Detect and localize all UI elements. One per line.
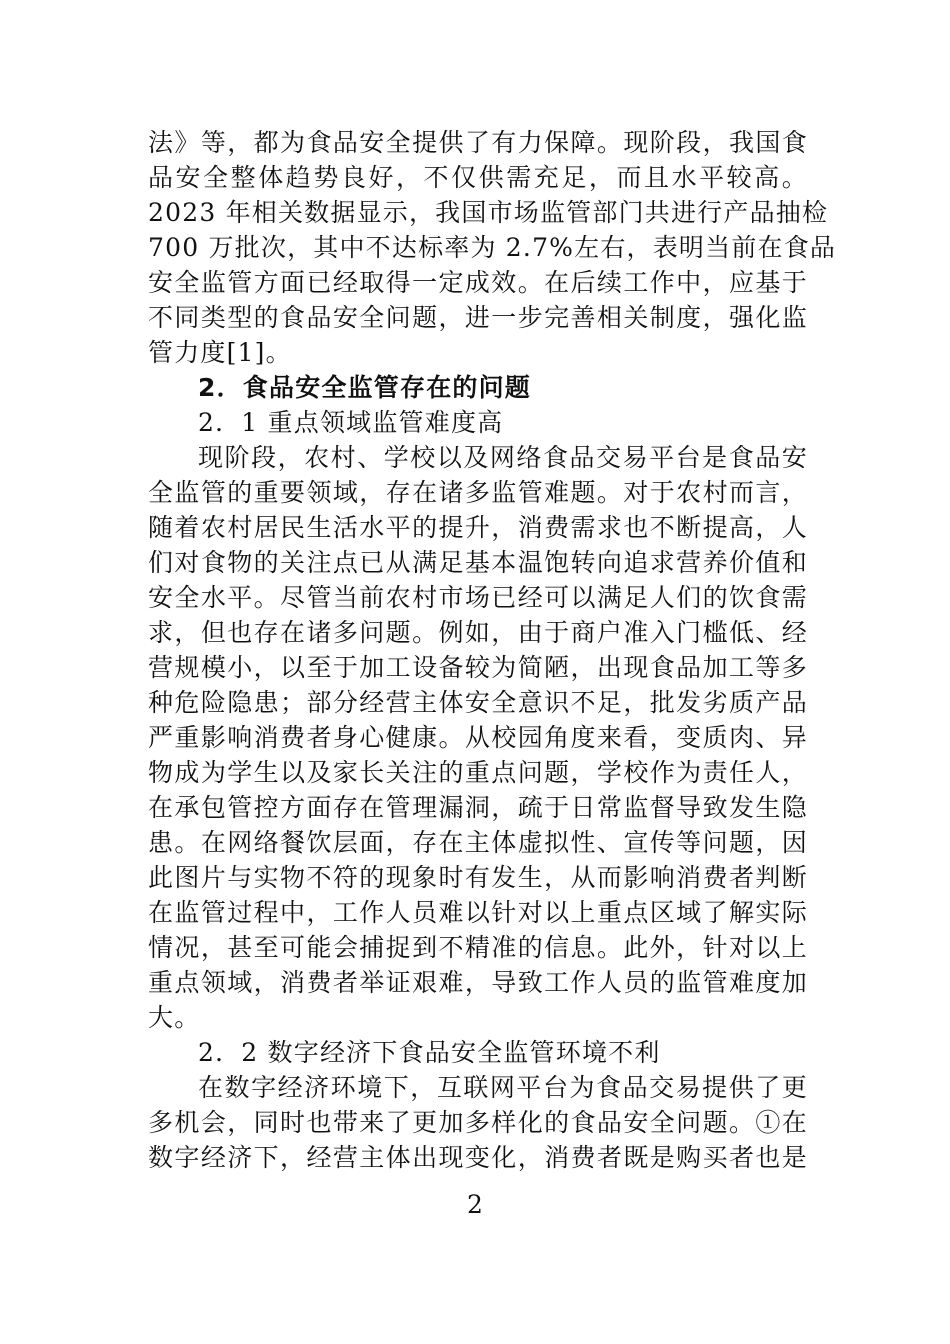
body-line: 大。 bbox=[148, 1003, 201, 1032]
body-line: 在承包管控方面存在管理漏洞，疏于日常监督导致发生隐 bbox=[148, 793, 808, 822]
body-line: 严重影响消费者身心健康。从校园角度来看，变质肉、异 bbox=[148, 723, 808, 752]
body-line: 全监管的重要领域，存在诸多监管难题。对于农村而言， bbox=[148, 478, 808, 507]
body-line: 数字经济下，经营主体出现变化，消费者既是购买者也是 bbox=[148, 1143, 808, 1172]
subsection-heading: 2．1 重点领域监管难度高 bbox=[198, 408, 504, 437]
body-line: 种危险隐患；部分经营主体安全意识不足，批发劣质产品 bbox=[148, 688, 808, 717]
body-line: 在数字经济环境下，互联网平台为食品交易提供了更 bbox=[198, 1073, 808, 1102]
body-line: 700 万批次，其中不达标率为 2.7%左右，表明当前在食品 bbox=[148, 233, 837, 262]
body-line: 随着农村居民生活水平的提升，消费需求也不断提高，人 bbox=[148, 513, 808, 542]
body-line: 安全监管方面已经取得一定成效。在后续工作中，应基于 bbox=[148, 268, 808, 297]
body-line: 此图片与实物不符的现象时有发生，从而影响消费者判断 bbox=[148, 863, 808, 892]
subsection-heading: 2．2 数字经济下食品安全监管环境不利 bbox=[198, 1038, 661, 1067]
body-line: 多机会，同时也带来了更加多样化的食品安全问题。①在 bbox=[148, 1108, 808, 1137]
body-line: 物成为学生以及家长关注的重点问题，学校作为责任人， bbox=[148, 758, 808, 787]
body-line: 管力度[1]。 bbox=[148, 338, 292, 367]
body-line: 不同类型的食品安全问题，进一步完善相关制度，强化监 bbox=[148, 303, 808, 332]
body-line: 营规模小，以至于加工设备较为简陋，出现食品加工等多 bbox=[148, 653, 808, 682]
body-line: 情况，甚至可能会捕捉到不精准的信息。此外，针对以上 bbox=[148, 933, 808, 962]
body-line: 现阶段，农村、学校以及网络食品交易平台是食品安 bbox=[198, 443, 808, 472]
body-line: 2023 年相关数据显示，我国市场监管部门共进行产品抽检 bbox=[148, 198, 829, 227]
body-line: 法》等，都为食品安全提供了有力保障。现阶段，我国食 bbox=[148, 128, 808, 157]
section-heading: 2．食品安全监管存在的问题 bbox=[198, 373, 531, 402]
body-line: 安全水平。尽管当前农村市场已经可以满足人们的饮食需 bbox=[148, 583, 808, 612]
body-line: 品安全整体趋势良好，不仅供需充足，而且水平较高。 bbox=[148, 163, 808, 192]
body-line: 重点领域，消费者举证艰难，导致工作人员的监管难度加 bbox=[148, 968, 808, 997]
body-line: 们对食物的关注点已从满足基本温饱转向追求营养价值和 bbox=[148, 548, 808, 577]
body-line: 在监管过程中，工作人员难以针对以上重点区域了解实际 bbox=[148, 898, 808, 927]
body-line: 求，但也存在诸多问题。例如，由于商户准入门槛低、经 bbox=[148, 618, 808, 647]
page-number: 2 bbox=[467, 1190, 483, 1219]
body-line: 患。在网络餐饮层面，存在主体虚拟性、宣传等问题，因 bbox=[148, 828, 808, 857]
